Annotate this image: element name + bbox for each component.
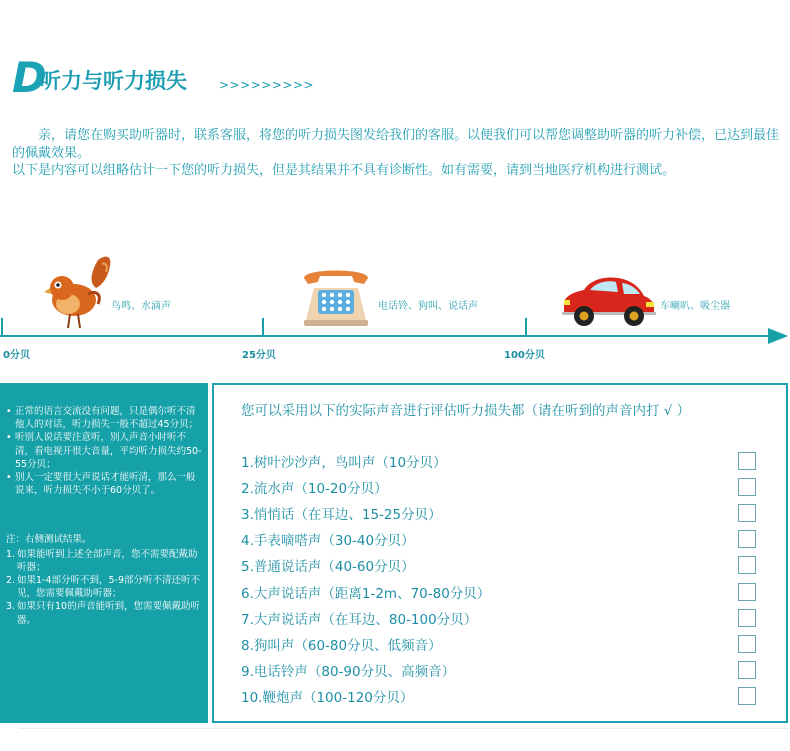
checklist-item-1 (241, 452, 761, 476)
title-arrows: >>>>>>>>> (219, 78, 314, 92)
checklist-item-label: 4.手表嘀嗒声（30-40分贝） (241, 533, 415, 549)
checkbox-item-1[interactable] (738, 452, 756, 470)
checkbox-item-4[interactable] (738, 530, 756, 548)
checkbox-item-7[interactable] (738, 609, 756, 627)
checklist-item-label: 2.流水声（10-20分贝） (241, 481, 388, 497)
page-title: 听力与听力损失 (40, 69, 187, 93)
title-logo-letter: D (12, 53, 45, 102)
checklist-item-4 (241, 530, 761, 554)
checklist-item-label: 7.大声说话声（在耳边、80-100分贝） (241, 612, 478, 628)
intro-paragraph-1: 亲，请您在购买助听器时，联系客服，将您的听力损失图发给我们的客服。以便我们可以帮您调整助听器的听力补偿，已达到最佳的佩戴效果。 (12, 128, 780, 161)
list-item: 3. 如果只有10的声音能听到，您需要佩戴助听器。 (6, 601, 201, 626)
hearing-checklist (212, 383, 788, 723)
checklist-item-3 (241, 504, 761, 528)
checklist-item-label: 3.悄悄话（在耳边、15-25分贝） (241, 507, 442, 523)
sound-label-bird: 鸟鸣、水滴声 (111, 301, 171, 312)
list-item: • 正常的语言交流没有问题，只是偶尔听不清他人的对话，听力损失一般不超过45分贝； (6, 405, 202, 431)
checkbox-item-2[interactable] (738, 478, 756, 496)
checklist-title: 您可以采用以下的实际声音进行评估听力损失都（请在听到的声音内打 √ ） (241, 403, 691, 419)
checklist-item-7 (241, 609, 761, 633)
checklist-item-label: 10.鞭炮声（100-120分贝） (241, 690, 414, 706)
intro-paragraph-2: 以下是内容可以组略估计一下您的听力损失，但是其结果并不具有诊断性。如有需要，请到当地医疗机构进行测试。 (12, 163, 676, 178)
checkbox-item-3[interactable] (738, 504, 756, 522)
sound-label-car: 车喇叭、吸尘器 (660, 301, 730, 312)
checklist-item-6 (241, 583, 761, 607)
intro-text (12, 127, 787, 180)
list-item: • 听别人说话要注意听，别人声音小时听不清，看电视开很大音量，平均听力损失约50-55分贝； (6, 431, 202, 471)
hearing-guide-list (0, 383, 208, 497)
checkbox-item-6[interactable] (738, 583, 756, 601)
checkbox-item-5[interactable] (738, 556, 756, 574)
page-header (12, 53, 432, 102)
checklist-item-label: 5.普通说话声（40-60分贝） (241, 559, 415, 575)
scale-label-100: 100分贝 (504, 350, 545, 361)
checklist-item-label: 6.大声说话声（距离1-2m、70-80分贝） (241, 586, 491, 602)
hearing-guide-panel (0, 383, 208, 723)
list-item: 2. 如果1-4部分听不到，5-9部分听不清还听不见，您需要佩戴助听器； (6, 575, 201, 600)
checklist-item-9 (241, 661, 761, 685)
checklist-item-label: 9.电话铃声（80-90分贝、高频音） (241, 664, 456, 680)
checkbox-item-9[interactable] (738, 661, 756, 679)
bottom-divider (18, 728, 790, 729)
checklist-item-10 (241, 687, 761, 711)
checkbox-item-8[interactable] (738, 635, 756, 653)
checklist-item-label: 8.狗叫声（60-80分贝、低频音） (241, 638, 442, 654)
note-title: 注：右侧测试结果。 (6, 534, 92, 546)
checklist-item-5 (241, 556, 761, 580)
timeline-arrowhead (768, 328, 788, 344)
list-item: 1. 如果能听到上述全部声音，您不需要配戴助听器； (6, 548, 198, 573)
sound-label-telephone: 电话铃、狗叫、说话声 (378, 301, 478, 312)
scale-label-25: 25分贝 (242, 350, 276, 361)
result-notes (0, 497, 208, 626)
checklist-item-2 (241, 478, 761, 502)
list-item: • 别人一定要很大声说话才能听清，那么一般说来，听力损失不小于60分贝了。 (6, 471, 202, 497)
car-icon (562, 278, 656, 327)
telephone-icon (304, 271, 368, 327)
checkbox-item-10[interactable] (738, 687, 756, 705)
checklist-item-label: 1.树叶沙沙声，鸟叫声（10分贝） (241, 455, 447, 471)
checklist-item-8 (241, 635, 761, 659)
bird-icon (44, 257, 110, 328)
scale-label-0: 0分贝 (3, 350, 30, 361)
